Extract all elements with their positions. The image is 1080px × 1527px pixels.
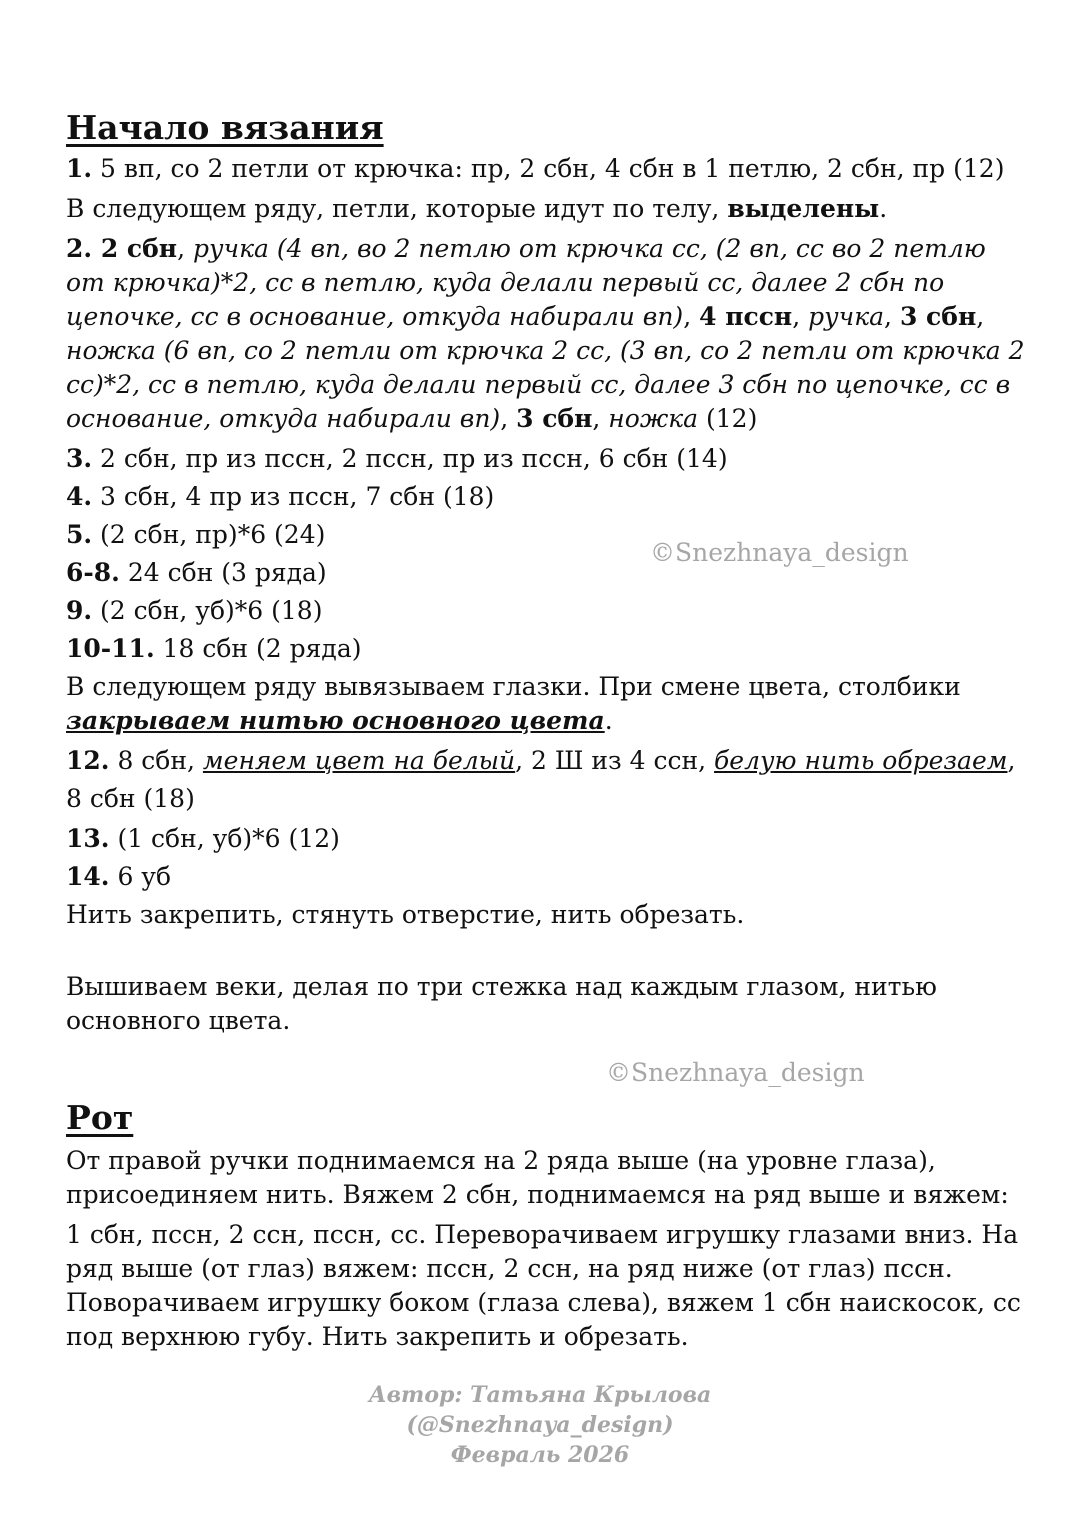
row-number: 5. xyxy=(66,520,93,549)
handle-instruction: ручка (4 вп, во 2 петлю от крючка сс, (2 вп, сс во 2 петлю от крючка)*2, сс в петлю, куда делали первый сс, далее 2 сбн по цепочке, сс в основание, откуда набирали вп) xyxy=(66,234,986,331)
row-number: 1. xyxy=(66,154,93,183)
row-12-cont xyxy=(66,782,1026,816)
note-highlight xyxy=(66,192,1026,226)
row-4 xyxy=(66,480,1026,514)
leg-ref: ножка xyxy=(608,404,699,433)
row-10-11 xyxy=(66,632,1026,666)
row-number: 4. xyxy=(66,482,93,511)
row-bold: 2 сбн xyxy=(92,234,178,263)
row-number: 3. xyxy=(66,444,93,473)
row-number: 9. xyxy=(66,596,93,625)
row-9 xyxy=(66,594,1026,628)
color-change-note: меняем цвет на белый xyxy=(202,746,516,775)
sep: , xyxy=(683,302,700,331)
row-number: 10-11. xyxy=(66,634,155,663)
sep: , xyxy=(592,404,609,433)
row-14 xyxy=(66,860,1026,894)
watermark: ©Snezhnaya_design xyxy=(606,1058,865,1087)
sep: , xyxy=(884,302,900,331)
row-13 xyxy=(66,822,1026,856)
mouth-paragraph-1: От правой ручки поднимаемся на 2 ряда выше (на уровне глаза), присоединяем нить. Вяжем 2 сбн, поднимаемся на ряд выше и вяжем: xyxy=(66,1146,1009,1209)
section-title-start: Начало вязания xyxy=(66,108,384,147)
note-end: . xyxy=(604,706,613,735)
row-bold: 3 сбн xyxy=(899,302,977,331)
row-text: 6 уб xyxy=(109,862,172,891)
eyelids-instruction: Вышиваем веки, делая по три стежка над каждым глазом, нитью основного цвета. xyxy=(66,972,937,1035)
sep: , xyxy=(1007,746,1016,775)
row-text: (2 сбн, уб)*6 (18) xyxy=(92,596,323,625)
row-3 xyxy=(66,442,1026,476)
row-text: 8 сбн (18) xyxy=(66,784,195,813)
row-text: 3 сбн, 4 пр из пссн, 7 сбн (18) xyxy=(92,482,495,511)
row-text: 2 сбн, пр из пссн, 2 пссн, пр из пссн, 6 сбн (14) xyxy=(92,444,728,473)
row-bold: 4 пссн xyxy=(699,302,793,331)
row-12 xyxy=(66,744,1026,778)
watermark: ©Snezhnaya_design xyxy=(650,538,909,567)
note-bold: выделены xyxy=(727,194,880,223)
pattern-page xyxy=(66,108,1026,1354)
row-text: (2 сбн, пр)*6 (24) xyxy=(92,520,326,549)
row-text: 18 сбн (2 ряда) xyxy=(154,634,362,663)
note-text: В следующем ряду, петли, которые идут по телу, xyxy=(66,194,728,223)
author-handle: (@Snezhnaya_design) xyxy=(406,1412,674,1438)
row-number: 6-8. xyxy=(66,558,120,587)
row-number: 12. xyxy=(66,746,110,775)
row-text: (1 сбн, уб)*6 (12) xyxy=(109,824,340,853)
sep: , xyxy=(976,302,985,331)
note-emphasis: закрываем нитью основного цвета xyxy=(66,706,605,735)
closing-instruction: Нить закрепить, стянуть отверстие, нить обрезать. xyxy=(66,900,745,929)
row-count: (12) xyxy=(698,404,758,433)
sep: , xyxy=(177,234,194,263)
row-number: 14. xyxy=(66,862,110,891)
row-text: , 2 Ш из 4 ссн, xyxy=(515,746,715,775)
row-text: 24 сбн (3 ряда) xyxy=(119,558,327,587)
row-text: 5 вп, со 2 петли от крючка: пр, 2 сбн, 4 сбн в 1 петлю, 2 сбн, пр (12) xyxy=(92,154,1005,183)
note-text: В следующем ряду вывязываем глазки. При смене цвета, столбики xyxy=(66,672,961,701)
note-eyes xyxy=(66,670,1026,738)
cut-thread-note: белую нить обрезаем xyxy=(714,746,1008,775)
author-line: Автор: Татьяна Крылова xyxy=(368,1382,712,1408)
handle-ref: ручка xyxy=(808,302,885,331)
author-footer xyxy=(0,1380,1080,1470)
row-1 xyxy=(66,152,1026,186)
note-end: . xyxy=(879,194,888,223)
sep: , xyxy=(500,404,517,433)
date-line: Февраль 2026 xyxy=(450,1442,630,1468)
mouth-paragraph-2: 1 сбн, пссн, 2 ссн, пссн, сс. Переворачиваем игрушку глазами вниз. На ряд выше (от глаз) вяжем: пссн, 2 ссн, на ряд ниже (от глаз) пссн. Поворачиваем игрушку боком (глаза слева), вяжем 1 сбн наискосок, сс под верхнюю губу. Нить закрепить и обрезать. xyxy=(66,1220,1021,1351)
row-bold: 3 сбн xyxy=(516,404,593,433)
leg-instruction: ножка (6 вп, со 2 петли от крючка 2 сс, (3 вп, со 2 петли от крючка 2 сс)*2, сс в петлю, куда делали первый сс, далее 3 сбн по цепочке, сс в основание, откуда набирали вп) xyxy=(66,336,1025,433)
sep: , xyxy=(792,302,809,331)
row-number: 2. xyxy=(66,234,93,263)
row-2 xyxy=(66,232,1026,436)
section-title-mouth: Рот xyxy=(66,1098,134,1137)
row-text: 8 сбн, xyxy=(109,746,203,775)
row-number: 13. xyxy=(66,824,110,853)
